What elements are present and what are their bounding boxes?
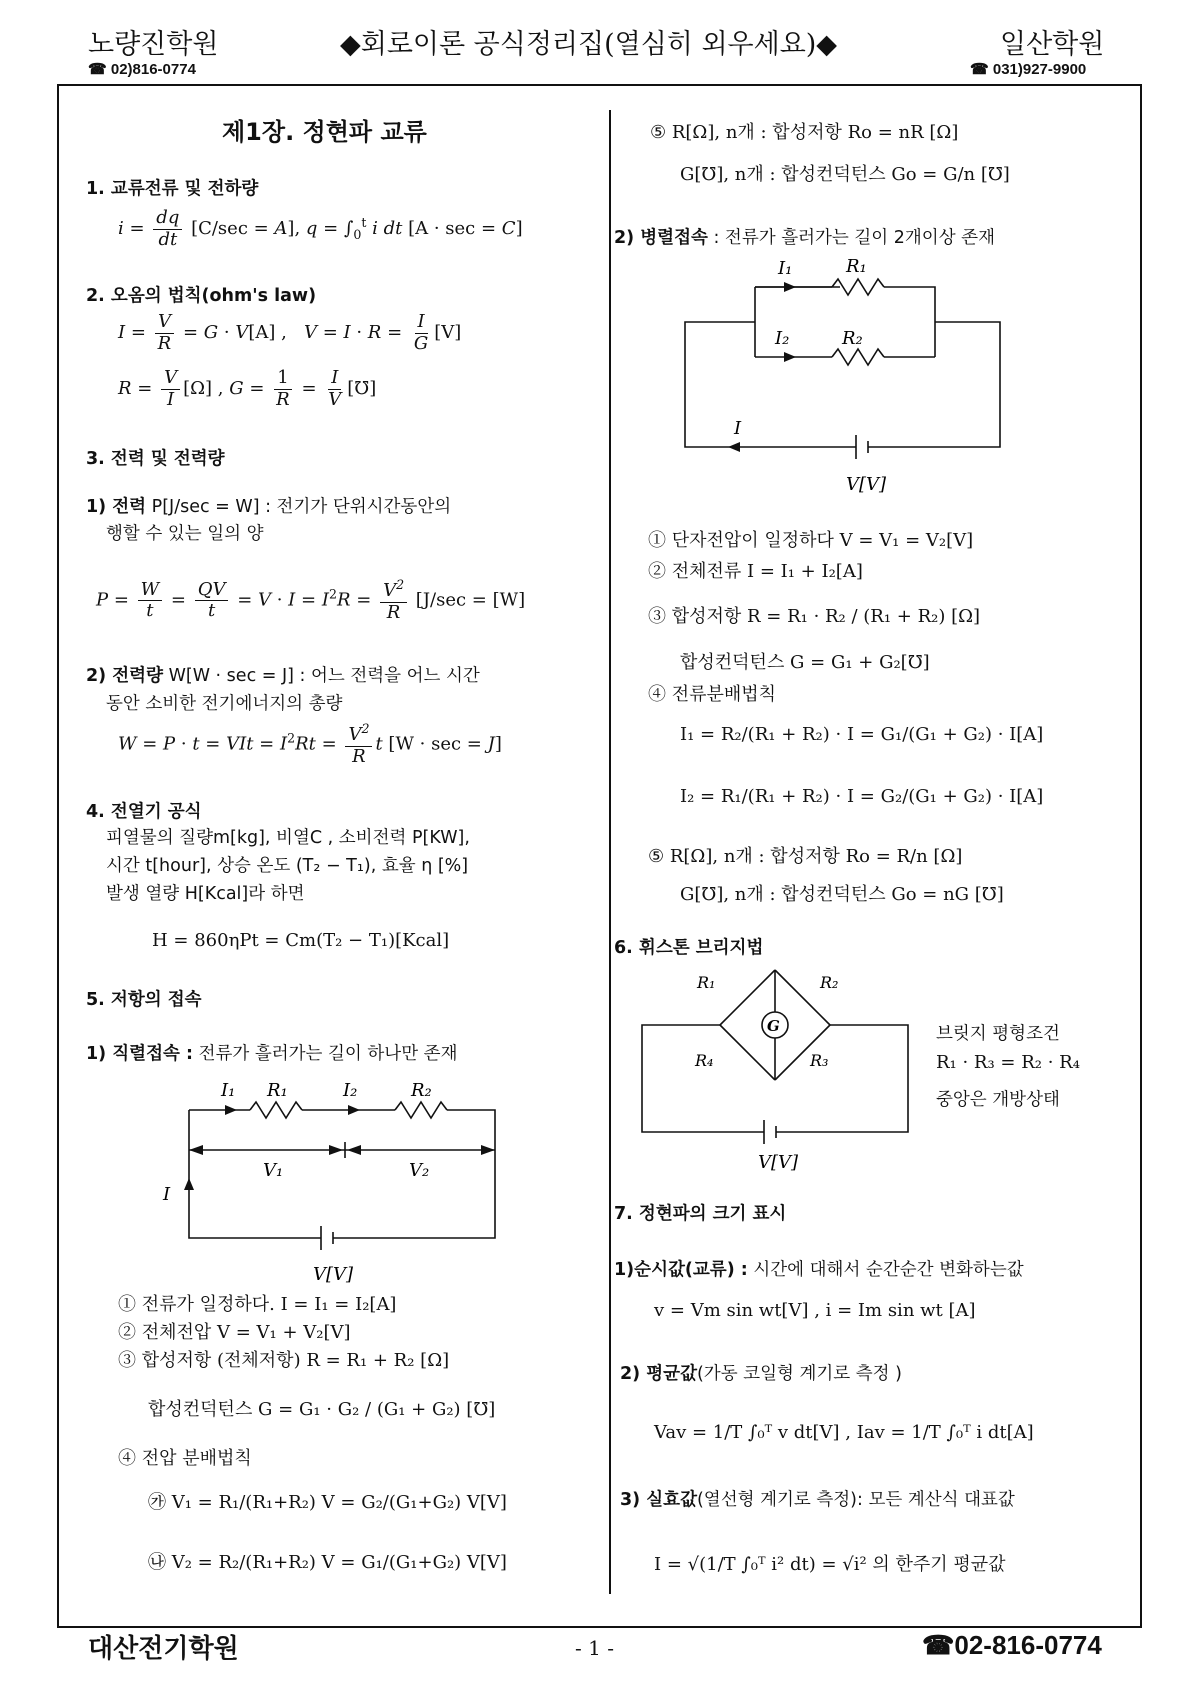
bridge-v-label: V[V] xyxy=(758,1152,799,1173)
parallel-item-3: ③ 합성저항 R = R₁ · R₂ / (R₁ + R₂) [Ω] xyxy=(648,606,981,627)
rms-desc: (열선형 계기로 측정): 모든 계산식 대표값 xyxy=(696,1490,1015,1510)
parallel-n-resistors: ⑤ R[Ω], n개 : 합성저항 Ro = R/n [Ω] xyxy=(648,846,963,867)
series-r2-label: R₂ xyxy=(411,1080,432,1101)
footer-academy: 대산전기학원 xyxy=(88,1634,239,1664)
series-i2-label: I₂ xyxy=(343,1080,358,1101)
footer-phone: ☎02-816-0774 xyxy=(922,1630,1102,1660)
parallel-item-1: ① 단자전압이 일정하다 V = V₁ = V₂[V] xyxy=(648,530,974,551)
energy-desc: W[W · sec = J] : 어느 전력을 어느 시간 xyxy=(168,666,480,686)
header-left-phone: ☎ 02)816-0774 xyxy=(88,61,196,78)
parallel-item-4: ④ 전류분배법칙 xyxy=(648,684,777,705)
series-item-conductance: 합성컨덕턴스 G = G₁ · G₂ / (G₁ + G₂) [℧] xyxy=(148,1399,496,1420)
bridge-r3-label: R₃ xyxy=(810,1051,829,1070)
series-item-4b: ㉯ V₂ = R₂/(R₁+R₂) V = G₁/(G₁+G₂) V[V] xyxy=(148,1552,507,1573)
series-desc: 전류가 흘러가는 길이 하나만 존재 xyxy=(198,1044,458,1064)
section-1-title: 1. 교류전류 및 전하량 xyxy=(86,179,259,199)
heater-formula: H = 860ηPt = Cm(T₂ − T₁)[Kcal] xyxy=(152,930,450,951)
power-label: 1) 전력 xyxy=(86,497,147,517)
series-item-3: ③ 합성저항 (전체저항) R = R₁ + R₂ [Ω] xyxy=(118,1350,450,1371)
instantaneous-desc: 시간에 대해서 순간순간 변화하는값 xyxy=(753,1260,1024,1280)
energy-definition xyxy=(86,662,480,687)
galvanometer-label: G xyxy=(767,1017,780,1035)
ohm-formula-1: I = $\frac{V}{R}$ = G · V[A] , V = I · R = $\frac{I}{G}$ [V] xyxy=(118,311,462,354)
series-label: 1) 직렬접속 : xyxy=(86,1044,193,1064)
parallel-label: 2) 병렬접속 xyxy=(614,228,708,248)
parallel-connection xyxy=(614,224,995,249)
energy-formula: W = P · t = VIt = $I^2Rt$ = $\frac{V^2}{R}$ t [W · sec = J] xyxy=(118,721,502,767)
average-desc: (가동 코일형 계기로 측정 ) xyxy=(696,1364,902,1384)
series-i1-label: I₁ xyxy=(221,1080,236,1101)
power-definition xyxy=(86,493,451,518)
parallel-i1-label: I₁ xyxy=(778,258,793,279)
series-r1-label: R₁ xyxy=(267,1080,288,1101)
bridge-r4-label: R₄ xyxy=(695,1051,714,1070)
energy-desc-2: 동안 소비한 전기에너지의 총량 xyxy=(106,694,343,714)
parallel-r2-label: R₂ xyxy=(842,328,863,349)
average-label: 2) 평균값 xyxy=(620,1364,697,1384)
parallel-circuit-diagram xyxy=(670,252,1020,497)
series-i-label: I xyxy=(163,1184,171,1205)
parallel-i-label: I xyxy=(734,418,742,439)
section-4-title: 4. 전열기 공식 xyxy=(86,802,202,822)
series-circuit-diagram xyxy=(155,1070,515,1285)
header-right-phone: ☎ 031)927-9900 xyxy=(970,61,1087,78)
series-v2-label: V₂ xyxy=(409,1160,430,1181)
section-6-title: 6. 휘스톤 브리지법 xyxy=(614,938,764,958)
header-left-title: 노량진학원 xyxy=(88,29,219,60)
parallel-i2-label: I₂ xyxy=(775,328,790,349)
section-1-formula: i = $\frac{dq}{dt}$ [C/sec = A], $q = \int_0^t$ i dt [A · sec = C] xyxy=(118,207,523,250)
section-3-title: 3. 전력 및 전력량 xyxy=(86,449,225,469)
parallel-r1-label: R₁ xyxy=(846,256,867,277)
series-v1-label: V₁ xyxy=(263,1160,284,1181)
section-7-title: 7. 정현파의 크기 표시 xyxy=(614,1204,787,1224)
header-center-title: ◆회로이론 공식정리집(열심히 외우세요)◆ xyxy=(340,29,838,60)
parallel-n-conductances: G[℧], n개 : 합성컨덕턴스 Go = nG [℧] xyxy=(680,884,1004,905)
bridge-r1-label: R₁ xyxy=(697,973,716,992)
instantaneous-value xyxy=(614,1256,1024,1281)
rms-formula: I = √(1/T ∫₀ᵀ i² dt) = √i² 의 한주기 평균값 xyxy=(654,1554,1006,1575)
parallel-item-conductance: 합성컨덕턴스 G = G₁ + G₂[℧] xyxy=(680,652,930,673)
bridge-balance-title: 브릿지 평형조건 xyxy=(936,1024,1060,1044)
wheatstone-bridge-diagram xyxy=(640,962,920,1177)
current-divider-i2: I₂ = R₁/(R₁ + R₂) · I = G₂/(G₁ + G₂) · I[A] xyxy=(680,786,1044,807)
parallel-v-label: V[V] xyxy=(846,474,887,495)
series-v-label: V[V] xyxy=(313,1264,354,1285)
average-value xyxy=(620,1360,902,1385)
parallel-item-2: ② 전체전류 I = I₁ + I₂[A] xyxy=(648,561,863,582)
series-item-1: ① 전류가 일정하다. I = I₁ = I₂[A] xyxy=(118,1294,397,1315)
current-divider-i1: I₁ = R₂/(R₁ + R₂) · I = G₁/(G₁ + G₂) · I[A] xyxy=(680,724,1044,745)
heater-line-2: 시간 t[hour], 상승 온도 (T₂ − T₁), 효율 η [%] xyxy=(106,856,469,876)
power-formula: P = $\frac{W}{t}$ = $\frac{QV}{t}$ = $V \cdot I = I^2R$ = $\frac{V^2}{R}$ [J/sec = [W] xyxy=(96,577,526,623)
parallel-desc: : 전류가 흘러가는 길이 2개이상 존재 xyxy=(713,228,995,248)
series-n-conductances: G[℧], n개 : 합성컨덕턴스 Go = G/n [℧] xyxy=(680,164,1010,185)
series-item-4: ④ 전압 분배법칙 xyxy=(118,1448,252,1469)
series-item-2: ② 전체전압 V = V₁ + V₂[V] xyxy=(118,1322,351,1343)
instantaneous-formula: v = Vm sin wt[V] , i = Im sin wt [A] xyxy=(654,1300,976,1321)
power-desc: P[J/sec = W] : 전기가 단위시간동안의 xyxy=(151,497,452,517)
series-n-resistors: ⑤ R[Ω], n개 : 합성저항 Ro = nR [Ω] xyxy=(650,122,959,143)
heater-line-1: 피열물의 질량m[kg], 비열C , 소비전력 P[KW], xyxy=(106,828,470,848)
column-divider xyxy=(609,110,611,1594)
chapter-title: 제1장. 정현파 교류 xyxy=(222,118,427,146)
header-right-title: 일산학원 xyxy=(1000,29,1105,60)
ohm-formula-2: R = $\frac{V}{I}$ [Ω] , G = $\frac{1}{R}$ = $\frac{I}{V}$ [℧] xyxy=(118,367,377,410)
bridge-balance-formula: R₁ · R₃ = R₂ · R₄ xyxy=(936,1052,1080,1073)
series-item-4a: ㉮ V₁ = R₁/(R₁+R₂) V = G₂/(G₁+G₂) V[V] xyxy=(148,1492,507,1513)
bridge-r2-label: R₂ xyxy=(820,973,839,992)
power-desc-2: 행할 수 있는 일의 양 xyxy=(106,524,264,544)
rms-value xyxy=(620,1486,1015,1511)
average-formula: Vav = 1/T ∫₀ᵀ v dt[V] , Iav = 1/T ∫₀ᵀ i dt[A] xyxy=(654,1422,1034,1443)
section-5-title: 5. 저항의 접속 xyxy=(86,990,202,1010)
energy-label: 2) 전력량 xyxy=(86,666,163,686)
series-connection xyxy=(86,1040,457,1065)
heater-line-3: 발생 열량 H[Kcal]라 하면 xyxy=(106,884,305,904)
rms-label: 3) 실효값 xyxy=(620,1490,697,1510)
page-number: - 1 - xyxy=(575,1636,614,1660)
bridge-balance-note: 중앙은 개방상태 xyxy=(936,1090,1060,1110)
section-2-title: 2. 오옴의 법칙(ohm's law) xyxy=(86,286,317,306)
instantaneous-label: 1)순시값(교류) : xyxy=(614,1260,748,1280)
